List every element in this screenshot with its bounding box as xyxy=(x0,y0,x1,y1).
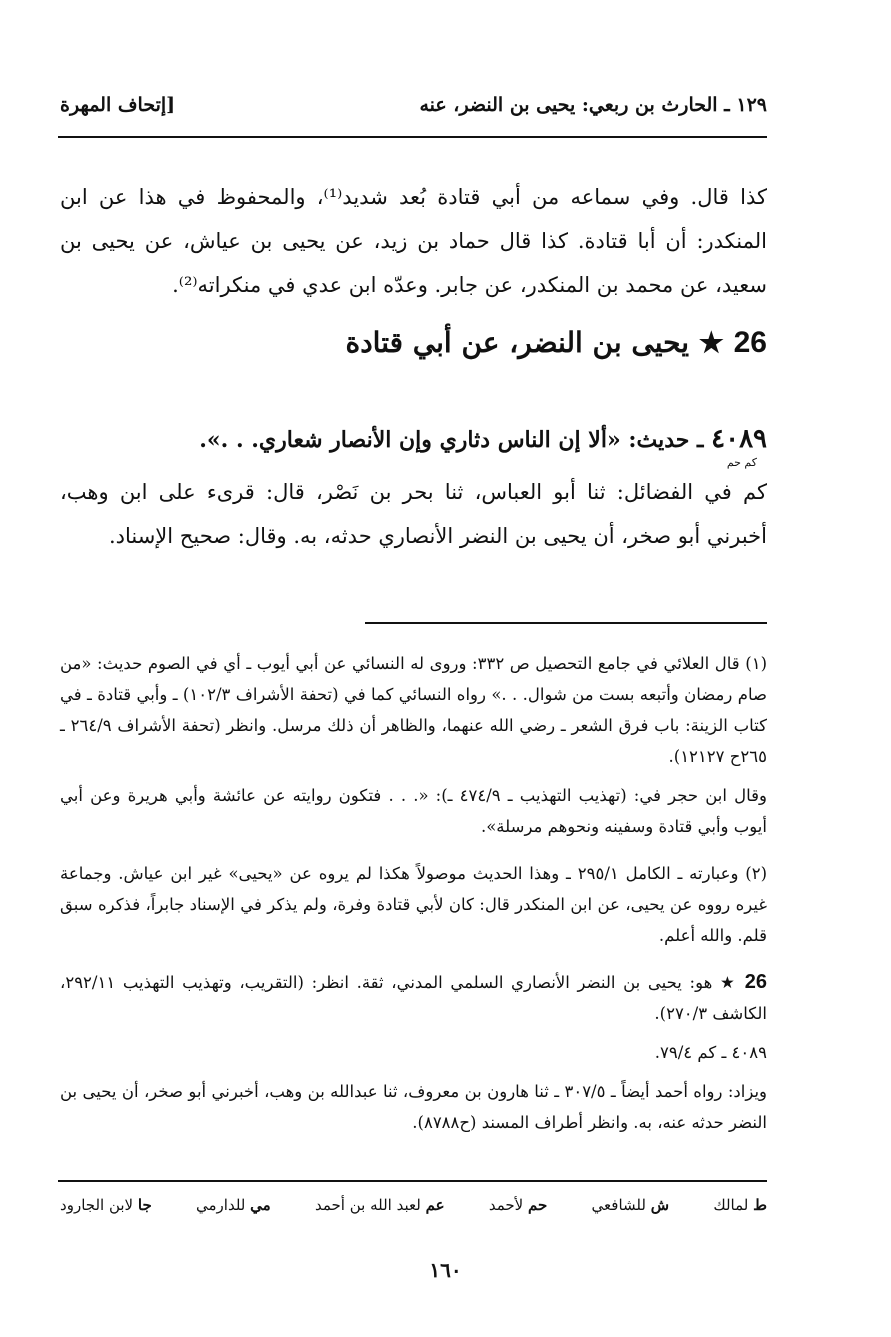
footnote-4089: ٤٠٨٩ ـ كم ٧٩/٤. xyxy=(654,1043,767,1062)
hadith-heading xyxy=(60,424,767,454)
siglum-item: ش للشافعي xyxy=(591,1196,670,1214)
footnote-rule xyxy=(365,622,767,624)
sigla-legend xyxy=(60,1196,767,1214)
section-title: يحيى بن النضر، عن أبي قتادة xyxy=(345,326,690,359)
footnotes xyxy=(60,648,767,1146)
hadith-text: كم في الفضائل: ثنا أبو العباس، ثنا بحر بن نَصْر، قال: قرىء على ابن وهب، أخبرني أبو صخر، أن يحيى بن النضر الأنصاري حدثه، به. وقال: صحيح الإسناد. xyxy=(60,480,767,548)
footnote-26 xyxy=(60,967,767,1029)
body-paragraph: كذا قال. وفي سماعه من أبي قتادة بُعد شديد⁽¹⁾، والمحفوظ في هذا عن ابن المنكدر: أن أبا قتادة. كذا قال حماد بن زيد، عن يحيى بن عياش، عن يحيى بن سعيد، عن محمد بن المنكدر، عن جابر. وعدّه ابن عدي في منكراته⁽²⁾. xyxy=(60,185,768,297)
page-number: ١٦٠ xyxy=(429,1258,462,1282)
star-icon: ★ xyxy=(698,326,724,359)
body-text xyxy=(60,175,767,307)
star-icon: ★ xyxy=(719,973,738,992)
siglum-item: ط لمالك xyxy=(713,1196,767,1214)
footnote-extra: ويزاد: رواه أحمد أيضاً ـ ٣٠٧/٥ ـ ثنا هارون بن معروف، ثنا عبدالله بن وهب، أخبرني أبو صخر، أن يحيى بن النضر حدثه عنه، به. وانظر أطراف المسند (ح٨٧٨٨). xyxy=(60,1082,768,1132)
hadith-sigla: كم حم xyxy=(726,456,757,469)
footnote-26-text: هو: يحيى بن النضر الأنصاري السلمي المدني، ثقة. انظر: (التقريب، وتهذيب التهذيب ٢٩٢/١١، الكاشف ٢٧٠/٣). xyxy=(60,973,767,1023)
siglum-item: مي للدارمي xyxy=(196,1196,271,1214)
section-heading xyxy=(60,326,767,360)
section-number: 26 xyxy=(733,326,767,359)
book-title: [إتحاف المهرة xyxy=(60,94,176,116)
hadith-title: ـ حديث: «ألا إن الناس دثاري وإن الأنصار شعاري. . .». xyxy=(199,427,704,453)
running-title: ١٢٩ ـ الحارث بن ربعي: يحيى بن النضر، عنه xyxy=(419,94,767,116)
footnote-2: (٢) وعبارته ـ الكامل ٢٩٥/١ ـ وهذا الحديث موصولاً هكذا لم يروه عن «يحيى» غير ابن عياش. وجماعة غيره رووه عن يحيى، عن ابن المنكدر قال: كان لأبي قتادة وفرة، ولم يذكر في الإسناد جابراً، فذكره سبق قلم. والله أعلم. xyxy=(60,864,767,945)
siglum-item: حم لأحمد xyxy=(488,1196,548,1214)
header-rule xyxy=(58,136,767,138)
hadith-number: ٤٠٨٩ xyxy=(711,424,767,454)
footnote-1b: وقال ابن حجر في: (تهذيب التهذيب ـ ٤٧٤/٩ ـ): «. . . فتكون روايته عن عائشة وأبي هريرة وعن أبي أيوب وأبي قتادة وسفينه ونحوهم مرسلة». xyxy=(60,786,767,836)
sigla-rule xyxy=(58,1180,767,1182)
siglum-item: جا لابن الجارود xyxy=(60,1196,152,1214)
page-header xyxy=(60,88,767,122)
footnote-1a: (١) قال العلائي في جامع التحصيل ص ٣٣٢: وروى له النسائي عن أبي أيوب ـ أي في الصوم حديث: «من صام رمضان وأتبعه بست من شوال. . .» رواه النسائي كما في (تحفة الأشراف ١٠٢/٣) ـ وأبي قتادة ـ في كتاب الزينة: باب فرق الشعر ـ رضي الله عنهما، والظاهر أن ذلك مرسل. وانظر (تحفة الأشراف ٢٦٤/٩ ـ ٢٦٥ح ١٢١٢٧). xyxy=(60,654,767,766)
siglum-item: عم لعبد الله بن أحمد xyxy=(314,1196,445,1214)
hadith-body xyxy=(60,470,767,558)
footnote-26-number: 26 xyxy=(744,971,768,993)
